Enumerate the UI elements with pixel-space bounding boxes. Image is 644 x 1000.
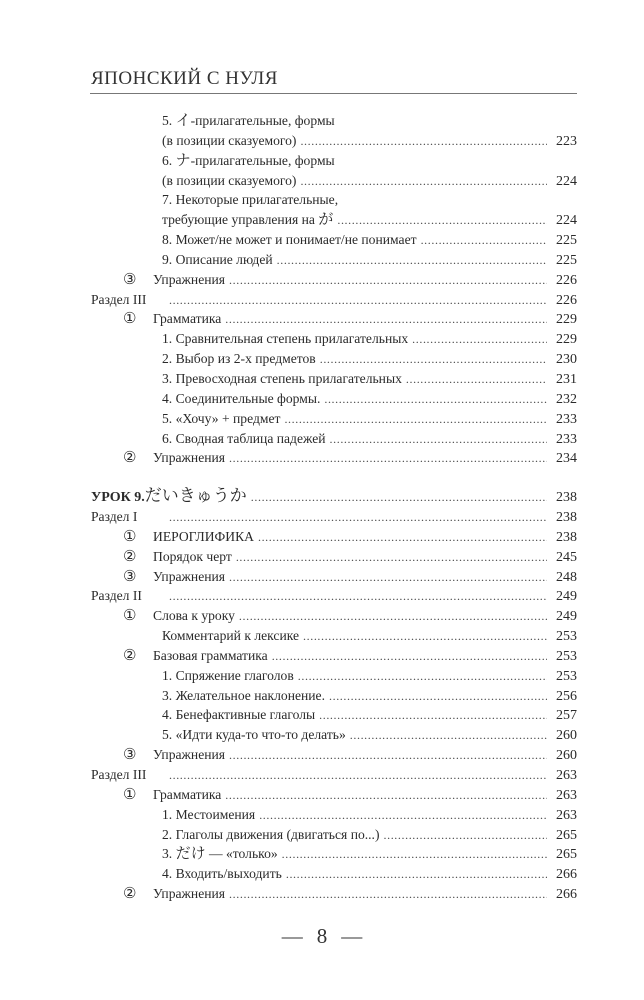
page-ref: 226	[556, 272, 577, 288]
dot-leader	[284, 410, 547, 430]
page-ref: 225	[556, 252, 577, 268]
entry-label	[153, 547, 232, 567]
circled-number-icon: ①	[123, 786, 137, 803]
entry-label	[153, 606, 235, 626]
entry-label	[162, 429, 326, 449]
toc-entry	[91, 250, 577, 270]
entry-text: 1. Спряжение глаголов	[162, 667, 294, 683]
entry-label	[162, 389, 320, 409]
toc-entry	[91, 210, 577, 230]
page-ref: 265	[556, 847, 577, 863]
entry-label	[162, 864, 282, 884]
toc-entry	[91, 884, 577, 904]
entry-label	[153, 527, 254, 547]
toc-entry	[91, 151, 577, 171]
entry-text: Упражнения	[153, 450, 226, 466]
page-ref: 266	[556, 867, 577, 883]
entry-label	[162, 190, 338, 210]
page-ref: 253	[556, 648, 577, 664]
entry-label	[162, 725, 346, 745]
entry-prefix: 5.	[162, 113, 176, 128]
page-ref: 229	[556, 312, 577, 328]
japanese-text: が	[318, 210, 334, 229]
entry-text: 4. Соединительные формы.	[162, 390, 321, 406]
toc-lesson-entry	[91, 487, 577, 507]
toc-entry	[91, 705, 577, 725]
page-ref: 253	[556, 629, 577, 645]
entry-text: 2. Выбор из 2-х предметов	[162, 351, 316, 367]
page-ref: 224	[556, 213, 577, 229]
table-of-contents	[91, 111, 577, 904]
entry-label	[162, 844, 278, 864]
toc-section-entry	[91, 290, 577, 310]
page-ref: 223	[556, 133, 577, 149]
page-ref: 249	[556, 609, 577, 625]
entry-label	[162, 111, 335, 131]
toc-entry	[91, 785, 577, 805]
page-ref: 248	[556, 569, 577, 585]
toc-entry	[91, 389, 577, 409]
entry-text: 8. Может/не может и понимает/не понимает	[162, 232, 417, 248]
dot-leader	[251, 488, 547, 508]
entry-text: 6. Сводная таблица падежей	[162, 430, 326, 446]
page-ref: 260	[556, 748, 577, 764]
entry-label	[162, 250, 273, 270]
entry-text: 3. Желательное наклонение.	[162, 687, 325, 703]
toc-entry	[91, 230, 577, 250]
toc-entry	[91, 606, 577, 626]
dot-leader	[169, 291, 547, 311]
entry-label	[162, 329, 408, 349]
toc-entry	[91, 844, 577, 864]
entry-text: -прилагательные, формы	[190, 152, 335, 168]
page-ref: 263	[556, 768, 577, 783]
dot-leader	[384, 826, 548, 846]
entry-text: (в позиции сказуемого)	[162, 172, 297, 188]
entry-text: Упражнения	[153, 568, 226, 584]
dot-leader	[329, 687, 547, 707]
japanese-text: だけ	[175, 844, 206, 863]
page-ref: 234	[556, 451, 577, 467]
dot-leader	[421, 231, 547, 251]
entry-text: 9. Описание людей	[162, 251, 273, 267]
toc-entry	[91, 369, 577, 389]
entry-text: Упражнения	[153, 886, 226, 902]
entry-label	[162, 131, 296, 151]
page-folio	[0, 924, 644, 949]
entry-text: Слова к уроку	[153, 608, 235, 624]
toc-entry	[91, 725, 577, 745]
entry-label	[162, 825, 380, 845]
page-ref: 238	[556, 529, 577, 545]
circled-number-icon: ①	[123, 311, 137, 328]
page-ref: 260	[556, 728, 577, 744]
entry-label	[162, 230, 417, 250]
dot-leader	[236, 548, 547, 568]
toc-entry	[91, 309, 577, 329]
toc-entry	[91, 745, 577, 765]
page-ref: 263	[556, 787, 577, 803]
page-ref: 238	[556, 510, 577, 526]
entry-text: УРОК 9.	[91, 490, 145, 506]
toc-entry	[91, 349, 577, 369]
toc-entry	[91, 190, 577, 210]
toc-entry	[91, 864, 577, 884]
toc-section-entry	[91, 586, 577, 606]
circled-number-icon: ②	[123, 548, 137, 565]
dot-leader	[320, 350, 547, 370]
circled-number-icon: ②	[123, 886, 137, 903]
entry-text: требующие управления на	[162, 212, 319, 228]
japanese-text: だいきゅうか	[144, 486, 247, 507]
toc-section-entry	[91, 765, 577, 785]
entry-text: Грамматика	[153, 311, 222, 327]
entry-label	[162, 349, 316, 369]
toc-entry	[91, 567, 577, 587]
entry-label	[162, 626, 299, 646]
dot-leader	[225, 310, 547, 330]
circled-number-icon: ②	[123, 647, 137, 664]
entry-prefix: 3.	[162, 846, 176, 862]
page-ref: 257	[556, 708, 577, 724]
dot-leader	[225, 786, 547, 806]
toc-entry	[91, 686, 577, 706]
dot-leader	[259, 806, 547, 826]
japanese-text: ナ	[175, 150, 191, 169]
entry-text: 4. Бенефактивные глаголы	[162, 707, 316, 723]
dot-leader	[239, 607, 547, 627]
dot-leader	[229, 885, 547, 905]
dot-leader	[303, 627, 547, 647]
page-ref: 226	[556, 292, 577, 308]
dot-leader	[319, 706, 547, 726]
dot-leader	[169, 766, 547, 786]
dot-leader	[272, 647, 547, 667]
entry-label	[162, 705, 315, 725]
page-ref: 253	[556, 668, 577, 684]
dot-leader	[298, 667, 547, 687]
page-ref: 265	[556, 827, 577, 843]
dot-leader	[169, 587, 547, 607]
toc-entry	[91, 805, 577, 825]
entry-text: -прилагательные, формы	[190, 113, 335, 128]
entry-text: 1. Местоимения	[162, 806, 256, 822]
dot-leader	[229, 568, 547, 588]
entry-text: 3. Превосходная степень прилагательных	[162, 370, 402, 386]
dot-leader	[229, 746, 547, 766]
circled-number-icon: ③	[123, 747, 137, 764]
entry-label	[162, 151, 335, 171]
toc-entry	[91, 626, 577, 646]
entry-label	[153, 270, 225, 290]
page-ref: 256	[556, 688, 577, 704]
page-ref: 245	[556, 549, 577, 565]
entry-label	[162, 409, 280, 429]
circled-number-icon: ②	[123, 450, 137, 467]
page-ref: 263	[556, 807, 577, 823]
toc-entry	[91, 131, 577, 151]
entry-prefix: 6.	[162, 152, 176, 168]
dot-leader	[324, 390, 547, 410]
toc-entry	[91, 527, 577, 547]
toc-entry	[91, 666, 577, 686]
dot-leader	[330, 430, 547, 450]
section-label: Раздел III	[91, 291, 147, 307]
entry-text: (в позиции сказуемого)	[162, 132, 297, 148]
entry-text: Грамматика	[153, 786, 222, 802]
page-ref: 238	[556, 490, 577, 506]
entry-label	[162, 171, 296, 191]
toc-entry	[91, 409, 577, 429]
page-ref: 233	[556, 431, 577, 447]
entry-text: Порядок черт	[153, 548, 232, 564]
dot-leader	[350, 726, 547, 746]
entry-text: Базовая грамматика	[153, 647, 268, 663]
japanese-text: イ	[175, 111, 191, 129]
dot-leader	[300, 172, 547, 192]
entry-text: 5. «Идти куда-то что-то делать»	[162, 727, 346, 743]
entry-text: — «только»	[205, 846, 278, 862]
entry-label	[153, 785, 221, 805]
page-ref: 229	[556, 332, 577, 348]
toc-entry	[91, 646, 577, 666]
page-ref: 233	[556, 411, 577, 427]
entry-label	[153, 309, 221, 329]
dot-leader	[406, 370, 547, 390]
page-number: 8	[316, 924, 328, 948]
entry-label	[153, 884, 225, 904]
toc-entry	[91, 270, 577, 290]
dot-leader	[229, 271, 547, 291]
dot-leader	[282, 845, 547, 865]
entry-label	[162, 666, 294, 686]
entry-label	[91, 487, 247, 508]
toc-entry	[91, 825, 577, 845]
dot-leader	[169, 508, 547, 528]
toc-entry	[91, 111, 577, 131]
dot-leader	[229, 449, 547, 469]
toc-section-entry	[91, 507, 577, 527]
dot-leader	[286, 865, 547, 885]
entry-label	[162, 210, 333, 230]
section-label: Раздел II	[91, 588, 142, 604]
entry-text: 1. Сравнительная степень прилагательных	[162, 331, 409, 347]
dot-leader	[337, 211, 547, 231]
toc-entry	[91, 171, 577, 191]
page-ref: 225	[556, 233, 577, 249]
toc-entry	[91, 429, 577, 449]
folio-dash-left: —	[281, 924, 303, 948]
folio-dash-right: —	[341, 924, 363, 948]
circled-number-icon: ③	[123, 568, 137, 585]
page-ref: 230	[556, 352, 577, 368]
entry-text: 5. «Хочу» + предмет	[162, 410, 281, 426]
running-header: ЯПОНСКИЙ С НУЛЯ	[91, 68, 278, 89]
toc-entry	[91, 547, 577, 567]
dot-leader	[258, 528, 547, 548]
dot-leader	[300, 132, 547, 152]
page-ref: 231	[556, 371, 577, 387]
header-rule	[90, 93, 577, 94]
entry-text: 4. Входить/выходить	[162, 866, 282, 882]
section-label: Раздел III	[91, 767, 147, 782]
page-ref: 232	[556, 391, 577, 407]
entry-label	[153, 567, 225, 587]
entry-text: Упражнения	[153, 747, 226, 763]
page-ref: 224	[556, 173, 577, 189]
page-ref: 249	[556, 589, 577, 605]
dot-leader	[412, 330, 547, 350]
entry-label	[162, 369, 402, 389]
entry-text: 7. Некоторые прилагательные,	[162, 192, 339, 208]
toc-entry	[91, 448, 577, 468]
toc-entry	[91, 329, 577, 349]
entry-text: Упражнения	[153, 271, 226, 287]
entry-text: 2. Глаголы движения (двигаться по...)	[162, 826, 380, 842]
page-ref: 266	[556, 887, 577, 903]
entry-label	[153, 448, 225, 468]
entry-text: ИЕРОГЛИФИКА	[153, 528, 254, 544]
entry-label	[162, 805, 255, 825]
dot-leader	[277, 251, 547, 271]
circled-number-icon: ①	[123, 528, 137, 545]
circled-number-icon: ①	[123, 608, 137, 625]
entry-label	[153, 646, 268, 666]
circled-number-icon: ③	[123, 271, 137, 288]
section-label: Раздел I	[91, 509, 138, 525]
entry-label	[153, 745, 225, 765]
entry-text: Комментарий к лексике	[162, 628, 300, 644]
entry-label	[162, 686, 325, 706]
